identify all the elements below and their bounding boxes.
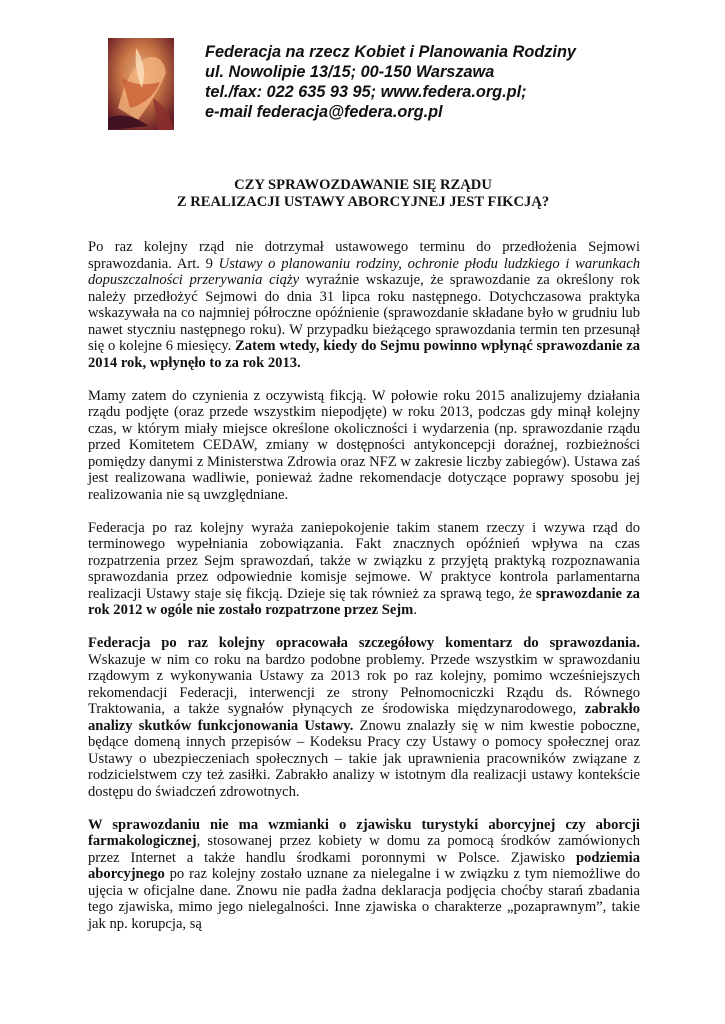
title-line-1: CZY SPRAWOZDAWANIE SIĘ RZĄDU [234, 177, 492, 193]
document-title [88, 177, 638, 211]
title-line-2: Z REALIZACJI USTAWY ABORCYJNEJ JEST FIKCJĄ? [176, 194, 550, 210]
document-body [88, 239, 640, 949]
paragraph-3: Federacja po raz kolejny wyraża zaniepokojenie takim stanem rzeczy i wzywa rząd do terminowego wypełniania zobowiązania. Fakt znacznych opóźnień wpływa na czas rozpatrzenia przez Sejm sprawozdań, także w związku z przyjętą praktyką rozpoznawania sprawozdania przez odpowiednie komisje sejmowe. W praktyce kontrola parlamentarna realizacji Ustawy staje się fikcją. Dzieje się tak również za sprawą tego, że sprawozdanie za rok 2012 w ogóle nie zostało rozpatrzone przez Sejm. [88, 519, 640, 618]
paragraph-4: Federacja po raz kolejny opracowała szczegółowy komentarz do sprawozdania. Wskazuje w nim co roku na bardzo podobne problemy. Przede wszystkim w sprawozdaniu rządowym z wykonywania Ustawy za 2013 rok po raz kolejny, pomimo wcześniejszych rekomendacji Federacji, interwencji ze strony Pełnomocniczki Rządu ds. Równego Traktowania, a także sygnałów płynących ze środowiska międzynarodowego, zabrakło analizy skutków funkcjonowania Ustawy. Znowu znalazły się w nim kwestie poboczne, będące domeną innych przepisów – Kodeksu Pracy czy Ustawy o pomocy społecznej oraz Ustawy o ubezpieczeniach społecznych – takie jak uprawnienia pracowników związane z rodzicielstwem czy też zasiłki. Zabrakło analizy w istotnym dla realizacji ustawy kontekście dostępu do świadczeń zdrowotnych. [88, 635, 640, 800]
org-email: e-mail federacja@federa.org.pl [205, 103, 443, 121]
federa-logo-icon [108, 38, 174, 130]
org-name: Federacja na rzecz Kobiet i Planowania Rodziny [205, 43, 576, 61]
org-address: ul. Nowolipie 13/15; 00-150 Warszawa [205, 63, 495, 81]
letterhead [205, 42, 685, 122]
org-phone-web: tel./fax: 022 635 93 95; www.federa.org.pl; [205, 83, 527, 101]
paragraph-2: Mamy zatem do czynienia z oczywistą fikcją. W połowie roku 2015 analizujemy działania rządu podjęte (oraz przede wszystkim niepodjęte) w roku 2013, podczas gdy minął kolejny czas, w którym miały miejsce określone okoliczności i wydarzenia (np. sprawozdanie rządu przed Komitetem CEDAW, zmiany w dostępności antykoncepcji doraźnej, rozbieżności pomiędzy danymi z Ministerstwa Zdrowia oraz NFZ w zakresie liczby zabiegów). Ustawa zaś jest realizowana wadliwie, ponieważ żadne rekomendacje dotyczące poprawy sposobu jej realizowania nie są uwzględniane. [88, 387, 640, 503]
paragraph-5: W sprawozdaniu nie ma wzmianki o zjawisku turystyki aborcyjnej czy aborcji farmakologicznej, stosowanej przez kobiety w domu za pomocą środków zamówionych przez Internet a także handlu środkami poronnymi w Polsce. Zjawisko podziemia aborcyjnego po raz kolejny zostało uznane za nielegalne i w związku z tym niemożliwe do ujęcia w oficjalne dane. Znowu nie padła żadna deklaracja podjęcia choćby starań zbadania tego zjawiska, mimo jego nielegalności. Inne zjawiska o charakterze „pozaprawnym”, takie jak np. korupcja, są [88, 816, 640, 932]
paragraph-1: Po raz kolejny rząd nie dotrzymał ustawowego terminu do przedłożenia Sejmowi sprawozdania. Art. 9 Ustawy o planowaniu rodziny, ochronie płodu ludzkiego i warunkach dopuszczalności przerywania ciąży wyraźnie wskazuje, że sprawozdanie za określony rok należy przedłożyć Sejmowi do dnia 31 lipca roku następnego. Dotychczasowa praktyka wskazywała na co najmniej półroczne opóźnienie (sprawozdanie składane było w grudniu lub nawet styczniu następnego roku). W przypadku bieżącego sprawozdania termin ten przesunął się o kolejne 6 miesięcy. Zatem wtedy, kiedy do Sejmu powinno wpłynąć sprawozdanie za 2014 rok, wpłynęło to za rok 2013. [88, 239, 641, 371]
